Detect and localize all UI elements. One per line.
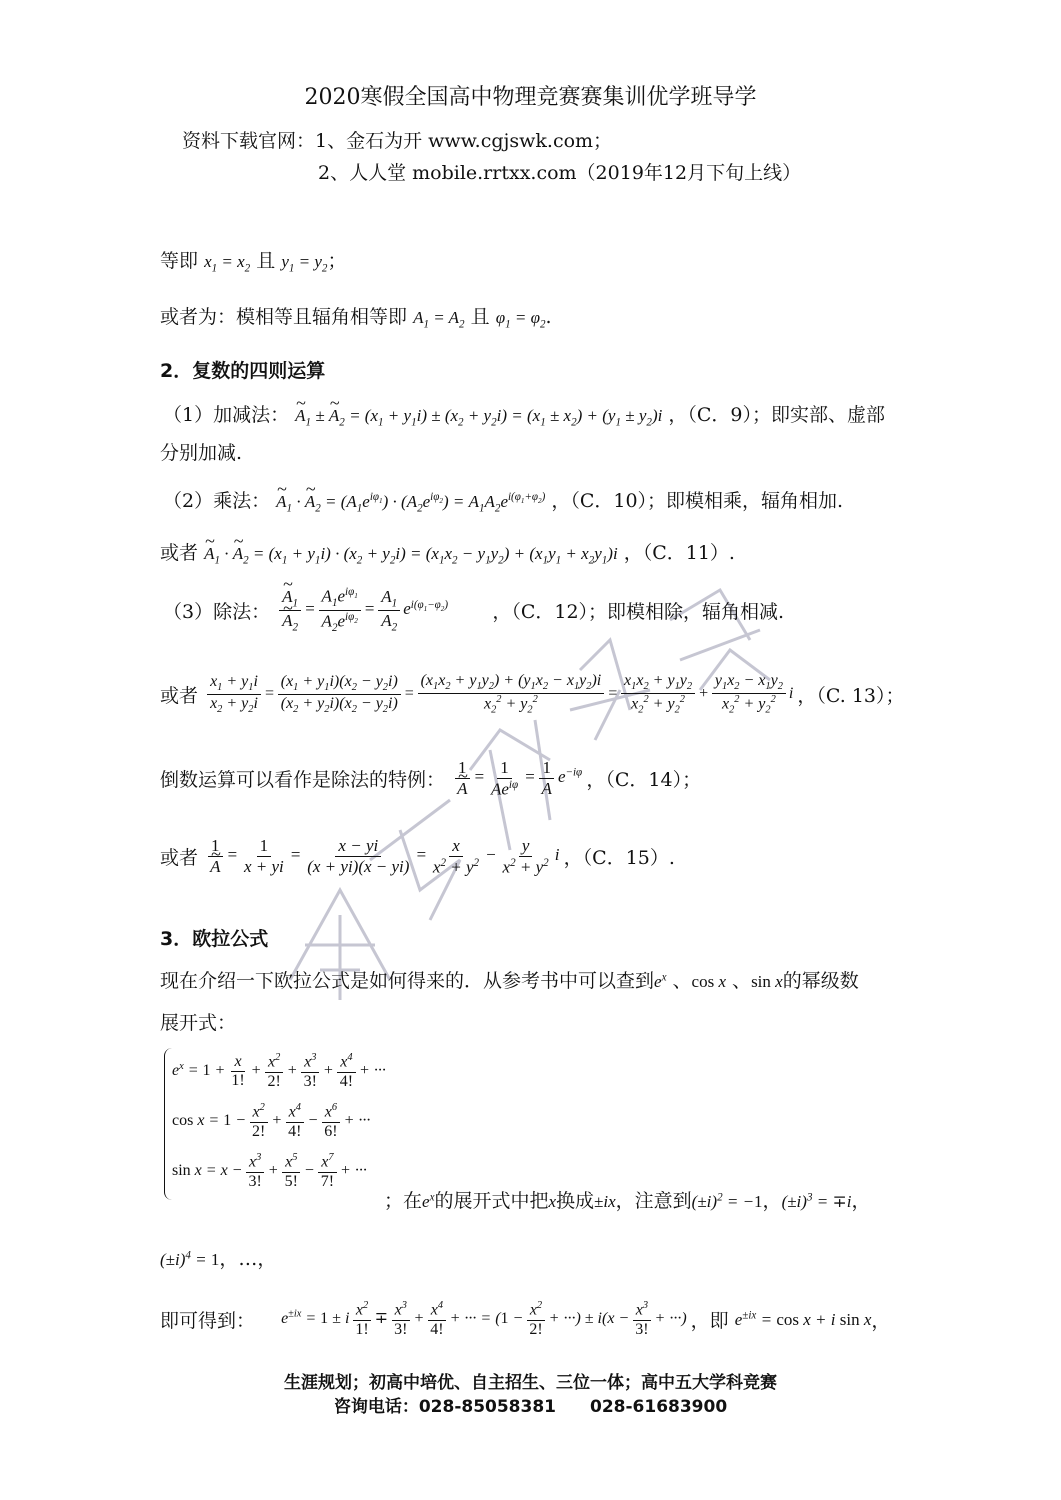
formula-x-equal: $x_1 = x_2$ [204,252,251,275]
multiplication-line [163,486,843,514]
text-euler-mid2: 换成 [556,1190,595,1212]
formula-pm-ix: ±ix [594,1192,616,1211]
formula-phi-equal: $\varphi_1 = \varphi_2$ [495,308,546,331]
equality-line-1 [160,246,346,274]
formula-division-alt: $\frac{x_1 + y_1i}{x_2 + y_2i}$ = $\frac{(x_1 + y_1i)(x_2 - y_2i)}{(x_2 + y_2i)(x_2 - y_2i)}$ = $\frac{(x_1x_2 + y_1y_2) + (y_1x_2 - x_1y_2)i}{x_2^2 + y_2^2}$ = $\frac{x_1x_2 + y_1y_2}{x_2^2 + y_2^2}$ + $\frac{y_1x_2 - x_1y_2}{x_2^2 + y_2^2}$ i [204,685,797,702]
euler-result-line [160,1300,890,1339]
text-obtain-tail: ，即 [690,1310,729,1333]
text-euler-intro1: 现在介绍一下欧拉公式是如何得来的．从参考书中可以查到 [160,970,655,992]
text-div-or: 或者 [160,684,199,707]
i-fourth-line [160,1244,276,1271]
text-euler-semicolon: ；在 [384,1190,423,1212]
text-comma-2: ， [851,1190,871,1212]
text-euler-mid1: 的展开式中把 [434,1190,549,1212]
formula-multiplication-alt: ~ $A_1$ · ~ $A_2 = (x_1 + y_1i) \cdot (x_2 + y_2i) = (x_1x_2 - y_1y_2) + (x_1y_1 + x_2y_1)i$ [204,544,618,563]
formula-addition: ~ $A_1$ ± ~ $A_2 = (x_1 + y_1i) \pm (x_2 + y_2i) = (x_1 \pm x_2) + (y_1 \pm y_2)i$ [295,406,662,425]
text-euler-mid3: ，注意到 [615,1190,692,1212]
text-add-tail2: 分别加减. [160,442,243,464]
text-mul-tail: ，（C．10）；即模相乘，辐角相加. [551,490,844,512]
formula-y-equal: $y_1 = y_2$ [281,252,328,275]
text-p1-end: ； [327,250,347,272]
addition-line [163,400,885,428]
text-div-label: （3）除法： [163,600,271,623]
formula-euler: $e^{\pm ix} = \cos x + i$ sin x [734,1309,872,1329]
text-obtain: 即可得到： [160,1310,256,1333]
section-3-title: 3．欧拉公式 [160,928,269,950]
equality-line-2 [160,302,552,330]
formula-x: x [548,1192,557,1211]
text-mul-label: （2）乘法： [163,490,271,512]
series-cos: cos x = 1 − $\frac{x^2}{2!}$ + $\frac{x^4}{4!}$ − $\frac{x^6}{6!}$ + ··· [172,1102,371,1140]
text-add-tail: ，（C．9）；即实部、虚部 [668,404,886,426]
text-recip-or: 或者 [160,846,199,869]
text-sep-1: 、 [672,970,692,992]
text-sep-2: 、 [732,970,752,992]
formula-cos: cos x [691,972,726,991]
download-line-1: 资料下载官网：1、金石为开 www.cgjswk.com； [182,130,613,152]
text-p2-end: . [545,306,552,328]
text-p1-mid: 且 [256,250,276,272]
formula-i-squared: $(\pm i)^2 = -1$ [691,1191,763,1211]
formula-euler-expansion: $e^{\pm ix} = 1 \pm i$ $\frac{x^2}{1!}$ ∓ $\frac{x^3}{3!}$ + $\frac{x^4}{4!}$ + ··· = (1 − $\frac{x^2}{2!}$ + ···) ± i(x − $\frac{x^3}{3!}$ + ···) [281,1300,691,1338]
footer-line-1: 生涯规划；初高中培优、自主招生、三位一体；高中五大学科竞赛 [284,1373,777,1393]
text-euler-dots: ，…， [219,1248,277,1270]
page-title: 2020寒假全国高中物理竞赛赛集训优学班导学 [304,85,757,110]
euler-intro-line [160,966,859,993]
footer-phone: 咨询电话：028-85058381 028-61683900 [333,1397,728,1417]
text-p2-mid: 且 [470,306,490,328]
division-line [163,586,784,635]
text-mul-or-tail: ，（C．11）. [623,542,735,564]
text-mul-or: 或者 [160,542,199,564]
formula-ex: $e^x$ [654,971,667,991]
formula-reciprocal-alt: 1 ~ A = $\frac{1}{x + yi}$ = $\frac{x - yi}{(x + yi)(x - yi)}$ = $\frac{x}{x^2 + y^2}$ − $\frac{y}{x^2 + y^2}$ i [204,845,564,864]
text-div-tail: ，（C．12）；即模相除，辐角相减. [492,600,785,623]
division-alt-line [160,672,905,717]
formula-i-fourth: $(\pm i)^4 = 1$ [160,1249,220,1269]
text-add-label: （1）加减法： [163,404,290,426]
text-div-or-tail: ，（C. 13）； [797,684,905,707]
reciprocal-line [160,758,701,799]
text-comma-1: ， [762,1190,782,1212]
formula-sin: sin x [751,972,783,991]
text-p1-prefix: 等即 [160,250,199,272]
text-obtain-end: ， [871,1310,891,1333]
series-exp: $e^x = 1$ + $\frac{x}{1!}$ + $\frac{x^2}{2!}$ + $\frac{x^3}{3!}$ + $\frac{x^4}{4!}$ + ··· [172,1052,386,1090]
formula-ex-2: $e^x$ [422,1191,435,1211]
section-2-title: 2．复数的四则运算 [160,360,326,382]
series-sin: sin x = x − $\frac{x^3}{3!}$ + $\frac{x^5}{5!}$ − $\frac{x^7}{7!}$ + ··· [172,1152,367,1190]
multiplication-alt-line [160,538,735,566]
text-recip-label: 倒数运算可以看作是除法的特例： [160,768,446,791]
formula-i-cubed: $(\pm i)^3 = \mp i$ [781,1191,852,1211]
formula-A-equal: $A_1 = A_2$ [413,308,465,331]
text-recip-or-tail: ，（C．15）. [563,846,675,869]
euler-substitution-line [384,1186,870,1213]
formula-division: ~ $A_1$ ~ $A_2$ = $\frac{A_1e^{i\varphi_1}}{A_2e^{i\varphi_2}}$ = $\frac{A_1}{A_2}$ $e^{i(\varphi_1-\varphi_2)}$ [276,599,452,618]
text-recip-tail: ，（C．14）； [586,768,702,791]
formula-multiplication: ~ $A_1$ · ~ $A_2 = (A_1e^{i\varphi_1}) \cdot (A_2e^{i\varphi_2}) = A_1A_2e^{i(\varphi_1+\varphi_2)}$ [276,492,545,511]
download-line-2: 2、人人堂 mobile.rrtxx.com（2019年12月下旬上线） [318,162,802,184]
text-euler-intro2: 的幂级数 [782,970,859,992]
reciprocal-alt-line [160,836,675,877]
text-p2-prefix: 或者为：模相等且辐角相等即 [160,306,408,328]
formula-reciprocal: 1 ~ A = $\frac{1}{Ae^{i\varphi}}$ = $\frac{1}{A}$ $e^{-i\varphi}$ [451,767,586,786]
text-euler-intro3: 展开式： [160,1012,237,1034]
